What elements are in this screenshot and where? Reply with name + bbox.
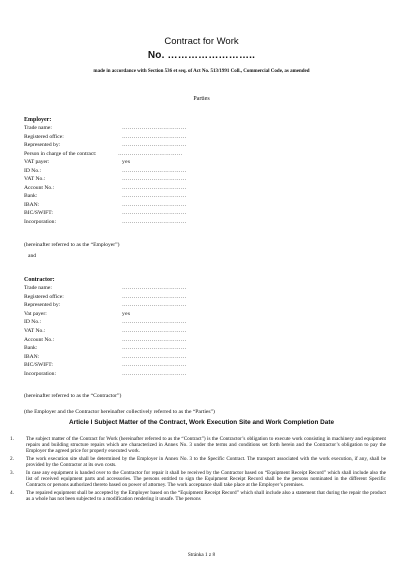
article-item-text: The work execution site shall be determined by the Employer in Annex No. 3 to the Specific Contract. The transport associated with the work execution, if any, shall be provided by the Contractor at its own costs. [26,455,386,469]
employer-field-label: VAT No.: [24,176,46,182]
employer-field-value: …………………………… [122,210,187,216]
contractor-field-label: IBAN: [24,353,40,360]
contractor-field-value: …………………………… [122,293,187,300]
page-footer: Stránka 1 z 8 [187,552,216,558]
contractor-field-value: yes [122,310,131,317]
contractor-field-value: …………………………… [122,319,187,326]
employer-field-value: …………………………… [122,218,187,225]
employer-field-value: …………………………… [122,193,187,199]
contractor-field-value: …………………………… [122,302,187,309]
contractor-field-label: VAT No.: [24,328,46,334]
contract-number: No. …………………….. [147,50,256,61]
contractor-heading: Contractor: [24,277,55,283]
article-item-number: 2. [10,455,14,462]
collective-note: (the Employer and the Contractor hereinafter collectively referred to as the “Parties”) [24,409,215,415]
employer-field-label: Registered office: [24,133,64,140]
article-item-text: The repaired equipment shall be accepted by the Employer based on the “Equipment Receipt Record” which shall include also a statement that during the repair the product as a whole has not been subjected to a modification rendering it unsafe. The persons [26,489,386,502]
contractor-field-value: …………………………… [122,345,187,352]
employer-field-label: VAT payer: [24,159,50,165]
contractor-field-value: …………………………… [122,336,187,343]
employer-field-label: Bank: [24,193,38,199]
employer-heading: Employer: [24,117,52,123]
contractor-field-label: Trade name: [24,285,52,291]
contractor-field-value: …………………………… [122,353,187,360]
employer-field-value: …………………………… [122,142,187,148]
employer-field-value: …………………………… [122,201,187,208]
article-item [10,470,386,489]
employer-field-value: …………………………… [122,133,187,140]
employer-field-value: …………………………… [122,184,187,191]
employer-field-value: yes [122,159,131,165]
employer-field-label: Incorporation: [24,218,56,225]
article-item-number: 4. [10,489,14,496]
employer-field-label: IBAN: [24,201,40,208]
article-item [10,436,386,455]
employer-field-value: …………………………… [118,150,183,157]
employer-field-value: …………………………… [122,167,187,174]
contractor-field-label: Incorporation: [24,371,56,377]
employer-field-label: Trade name: [24,125,52,131]
document-title: Contract for Work [164,36,239,47]
contractor-field-value: …………………………… [122,328,187,334]
contractor-field-value: …………………………… [122,371,187,377]
contractor-field-label: Account No.: [24,336,55,343]
contractor-field-label: BIC/SWIFT: [24,362,53,369]
contractor-field-label: Represented by: [24,302,61,309]
and-text: and [28,253,37,259]
article-item-number: 3. [10,469,14,476]
contractor-field-label: Bank: [24,345,38,352]
employer-field-label: Account No.: [24,184,55,191]
article-item [10,456,386,468]
article-item-text: In case any equipment is handed over to the Contractor for repair it shall be received by the Contractor based on “Equipment Receipt Record” which shall include also the list of received equipment parts and accessories. The persons entitled to sign the Equipment Receipt Record shall be the persons nominated in the different Specific Contracts or persons authorized thereto based on power of attorney. The work acceptance shall take place at the Employer’s premises. [26,469,386,489]
article-items [10,436,386,503]
employer-field-label: Represented by: [24,142,61,148]
employer-field-label: ID No.: [24,167,42,174]
article-item [10,490,386,502]
contractor-field-value: …………………………… [122,362,187,369]
parties-heading: Parties [193,96,210,102]
contractor-field-value: …………………………… [122,285,187,291]
article-item-text: The subject matter of the Contract for Work (hereinafter referred to as the “Contract”) is the Contractor’s obligation to execute work consisting in machinery and equipment repairs and building structure repairs which are characterized in Annex No. 3 under the terms and conditions set forth herein and the Contractor’s obligation to pay the Employer the agreed price for properly executed work. [26,436,386,455]
employer-field-value: …………………………… [122,176,187,182]
contractor-field-label: Registered office: [24,293,64,300]
employer-referred: (hereinafter referred to as the “Employer”) [24,242,120,248]
employer-field-label: Person in charge of the contract: [24,150,97,157]
article-item-number: 1. [10,436,14,442]
employer-field-label: BIC/SWIFT: [24,210,53,216]
legal-basis-subtitle: made in accordance with Section 536 et seq. of Act No. 513/1991 Coll., Commercial Code, as amended [93,69,310,74]
contractor-referred: (hereinafter referred to as the “Contractor”) [24,393,122,399]
contractor-field-label: Vat payer: [24,310,47,317]
contractor-field-label: ID No.: [24,319,42,326]
article-heading: Article I Subject Matter of the Contract, Work Execution Site and Work Completion Date [68,419,334,426]
employer-field-value: …………………………… [122,125,187,131]
